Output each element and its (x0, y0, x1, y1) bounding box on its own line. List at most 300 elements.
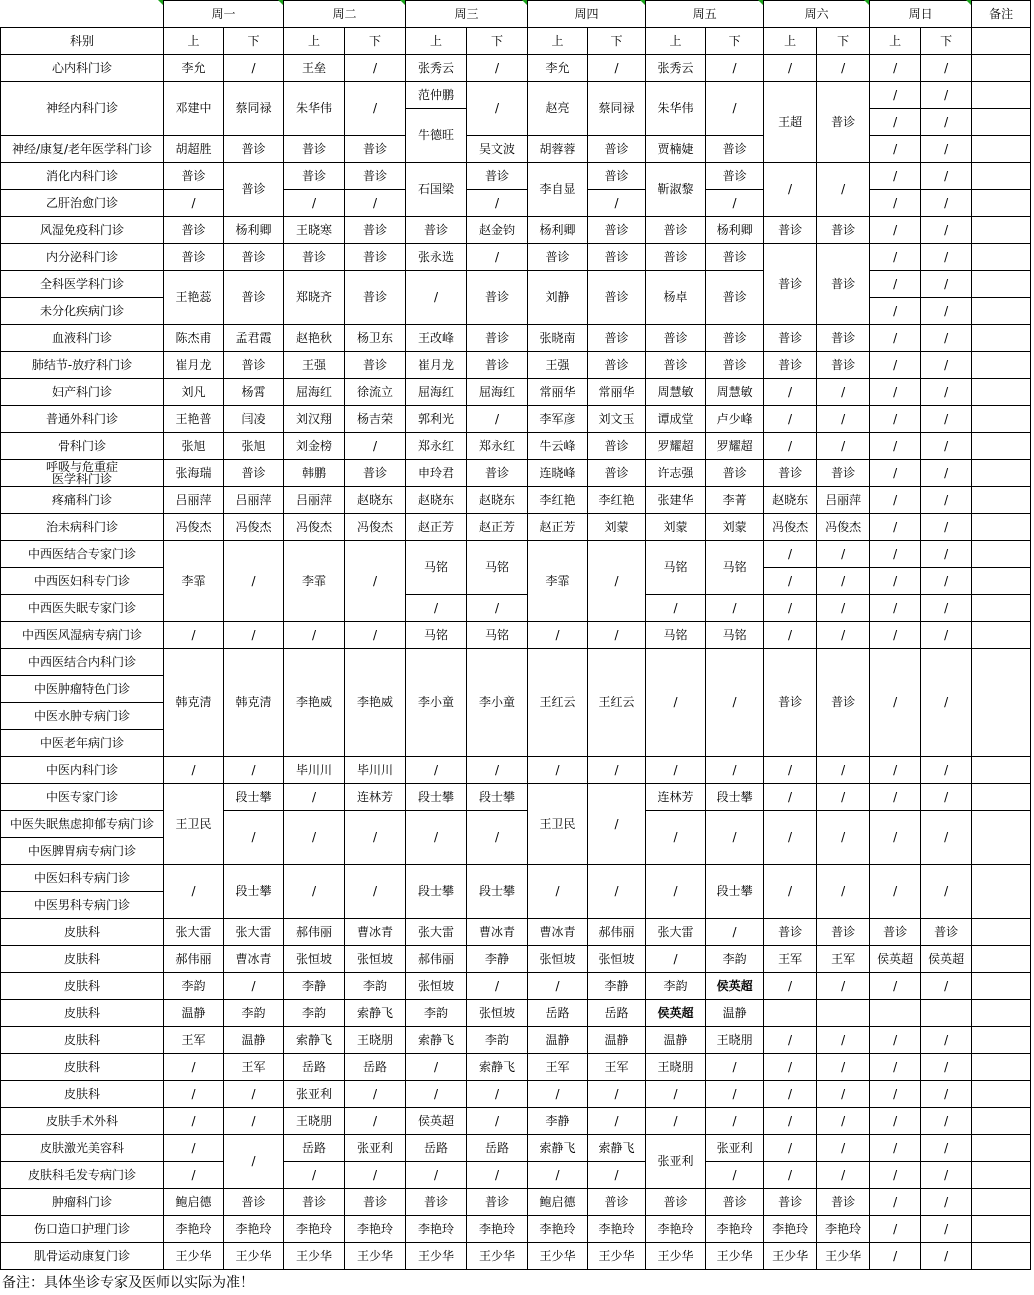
schedule-cell: 中医妇科专病门诊 (1, 865, 164, 892)
schedule-cell: 段士攀 (224, 784, 284, 811)
schedule-cell: 郝伟丽 (284, 919, 345, 946)
schedule-cell: 冯俊杰 (817, 514, 870, 541)
schedule-cell: / (284, 784, 345, 811)
schedule-cell: 刘文玉 (588, 406, 646, 433)
remark-header: 备注 (972, 1, 1031, 28)
schedule-cell: 皮肤科 (1, 973, 164, 1000)
schedule-cell: / (817, 379, 870, 406)
schedule-row (1, 973, 1031, 1000)
schedule-cell: / (870, 271, 921, 298)
schedule-cell: 普诊 (345, 217, 406, 244)
schedule-cell: 赵晓东 (467, 487, 528, 514)
schedule-cell: 普诊 (588, 460, 646, 487)
schedule-cell: 乙肝治愈门诊 (1, 190, 164, 217)
schedule-cell: 郝伟丽 (406, 946, 467, 973)
schedule-cell: 郑晓齐 (284, 271, 345, 325)
schedule-cell: / (817, 568, 870, 595)
schedule-cell: 李艳玲 (467, 1216, 528, 1243)
schedule-cell: 普诊 (706, 244, 764, 271)
schedule-cell: 张建华 (646, 487, 706, 514)
schedule-cell: 张亚利 (345, 1135, 406, 1162)
schedule-cell: 普诊 (588, 244, 646, 271)
schedule-cell: 普诊 (706, 136, 764, 163)
schedule-row (1, 55, 1031, 82)
schedule-cell: / (870, 1162, 921, 1189)
schedule-cell: / (706, 595, 764, 622)
schedule-row (1, 541, 1031, 568)
schedule-cell: 王少华 (646, 1243, 706, 1270)
schedule-cell: 普诊 (164, 163, 224, 190)
schedule-cell: 冯俊杰 (345, 514, 406, 541)
corner-cell (1, 1, 164, 28)
schedule-cell: 普诊 (224, 244, 284, 271)
schedule-cell: 段士攀 (706, 865, 764, 919)
schedule-cell: 王艳普 (164, 406, 224, 433)
day-header: 周日 (870, 1, 972, 28)
schedule-cell: 李红艳 (528, 487, 588, 514)
schedule-cell: 普诊 (764, 919, 817, 946)
schedule-cell: 谭成堂 (646, 406, 706, 433)
schedule-cell: 赵正芳 (406, 514, 467, 541)
footnote: 备注：具体坐诊专家及医师以实际为准！ (2, 1275, 254, 1291)
schedule-cell: 普诊 (588, 271, 646, 325)
schedule-cell: 马铭 (406, 541, 467, 595)
schedule-cell: 普诊 (345, 244, 406, 271)
schedule-cell: / (817, 1162, 870, 1189)
schedule-cell: / (764, 379, 817, 406)
schedule-row (1, 514, 1031, 541)
schedule-cell: / (164, 622, 224, 649)
schedule-cell: 王少华 (164, 1243, 224, 1270)
remark-cell (972, 28, 1031, 55)
schedule-cell: / (646, 811, 706, 865)
schedule-cell: 张恒坡 (406, 973, 467, 1000)
schedule-cell: / (764, 163, 817, 217)
schedule-cell: / (870, 460, 921, 487)
schedule-cell: / (764, 1054, 817, 1081)
schedule-cell: / (921, 109, 972, 136)
schedule-cell: 赵艳秋 (284, 325, 345, 352)
schedule-cell: / (706, 811, 764, 865)
pm-shift-header: 下 (588, 28, 646, 55)
schedule-cell: 王军 (528, 1054, 588, 1081)
pm-shift-header: 下 (467, 28, 528, 55)
schedule-cell: 中医失眠焦虑抑郁专病门诊 (1, 811, 164, 838)
schedule-cell: 吕丽萍 (817, 487, 870, 514)
schedule-cell: 普诊 (284, 1189, 345, 1216)
schedule-cell: 普诊 (224, 136, 284, 163)
schedule-row (1, 919, 1031, 946)
schedule-cell: 赵晓东 (345, 487, 406, 514)
schedule-cell: / (764, 757, 817, 784)
schedule-cell: 李艳玲 (706, 1216, 764, 1243)
schedule-cell: / (817, 757, 870, 784)
schedule-cell: 段士攀 (706, 784, 764, 811)
schedule-cell (972, 136, 1031, 163)
schedule-cell (870, 1000, 921, 1027)
schedule-cell: 普诊 (345, 1189, 406, 1216)
schedule-cell: 王少华 (467, 1243, 528, 1270)
schedule-cell: 张恒坡 (528, 946, 588, 973)
schedule-cell: / (870, 622, 921, 649)
day-header: 周三 (406, 1, 528, 28)
schedule-cell: 李菁 (706, 487, 764, 514)
schedule-cell: 侯英超 (706, 973, 764, 1000)
schedule-cell: 冯俊杰 (164, 514, 224, 541)
corner-mark (158, 0, 163, 5)
corner-mark (758, 0, 763, 5)
schedule-row (1, 1027, 1031, 1054)
schedule-cell: 张大雷 (224, 919, 284, 946)
pm-shift-header: 下 (817, 28, 870, 55)
schedule-cell: 未分化疾病门诊 (1, 298, 164, 325)
schedule-cell: 皮肤科 (1, 1027, 164, 1054)
schedule-cell: 普诊 (224, 1189, 284, 1216)
schedule-cell: / (817, 784, 870, 811)
schedule-cell: 皮肤科 (1, 946, 164, 973)
schedule-cell: 毕川川 (345, 757, 406, 784)
schedule-cell: / (921, 1162, 972, 1189)
schedule-cell: / (345, 1162, 406, 1189)
schedule-cell: 朱华伟 (646, 82, 706, 136)
schedule-cell: 普诊 (764, 1189, 817, 1216)
schedule-cell: / (588, 55, 646, 82)
schedule-cell: 岳路 (588, 1000, 646, 1027)
schedule-cell: / (467, 406, 528, 433)
schedule-cell: 普诊 (588, 1189, 646, 1216)
schedule-cell (972, 919, 1031, 946)
schedule-cell: / (921, 352, 972, 379)
schedule-cell: 皮肤手术外科 (1, 1108, 164, 1135)
schedule-cell: / (921, 217, 972, 244)
schedule-row (1, 1108, 1031, 1135)
schedule-cell: 内分泌科门诊 (1, 244, 164, 271)
schedule-cell: 索静飞 (284, 1027, 345, 1054)
schedule-cell: / (870, 811, 921, 865)
schedule-cell: 治未病科门诊 (1, 514, 164, 541)
schedule-cell: 张亚利 (646, 1135, 706, 1189)
schedule-cell: 石国梁 (406, 163, 467, 217)
schedule-cell: / (817, 622, 870, 649)
schedule-row (1, 1162, 1031, 1189)
schedule-cell: 曹冰青 (528, 919, 588, 946)
schedule-cell: / (467, 190, 528, 217)
schedule-cell: / (817, 973, 870, 1000)
schedule-cell: 牛云峰 (528, 433, 588, 460)
schedule-cell: 张旭 (224, 433, 284, 460)
schedule-cell: / (921, 55, 972, 82)
schedule-cell: 王少华 (406, 1243, 467, 1270)
schedule-cell: / (164, 757, 224, 784)
schedule-cell: / (764, 973, 817, 1000)
schedule-cell: / (224, 757, 284, 784)
schedule-cell: / (706, 757, 764, 784)
schedule-cell: / (921, 244, 972, 271)
schedule-cell: 李静 (467, 946, 528, 973)
schedule-cell: 吕丽萍 (284, 487, 345, 514)
schedule-cell (972, 325, 1031, 352)
schedule-cell (972, 1054, 1031, 1081)
schedule-cell: 李韵 (646, 973, 706, 1000)
schedule-cell: 侯英超 (646, 1000, 706, 1027)
schedule-cell: / (646, 649, 706, 757)
schedule-cell: 段士攀 (406, 865, 467, 919)
schedule-cell: 普诊 (706, 325, 764, 352)
schedule-cell: 普诊 (467, 352, 528, 379)
schedule-cell (972, 1108, 1031, 1135)
schedule-cell: / (467, 811, 528, 865)
schedule-cell (972, 244, 1031, 271)
schedule-cell: 吕丽萍 (224, 487, 284, 514)
schedule-cell: 张亚利 (706, 1135, 764, 1162)
schedule-row (1, 622, 1031, 649)
schedule-cell: 崔月龙 (406, 352, 467, 379)
schedule-cell: 刘蒙 (706, 514, 764, 541)
schedule-row (1, 595, 1031, 622)
schedule-cell: / (870, 541, 921, 568)
schedule-cell: 赵亮 (528, 82, 588, 136)
schedule-cell (972, 946, 1031, 973)
schedule-cell: 全科医学科门诊 (1, 271, 164, 298)
schedule-cell: 中医老年病门诊 (1, 730, 164, 757)
schedule-cell (972, 1027, 1031, 1054)
schedule-cell: 蔡同禄 (588, 82, 646, 136)
schedule-cell: 皮肤科毛发专病门诊 (1, 1162, 164, 1189)
schedule-cell: 岳路 (284, 1135, 345, 1162)
schedule-cell: / (764, 595, 817, 622)
schedule-cell: 王红云 (588, 649, 646, 757)
schedule-cell: 冯俊杰 (764, 514, 817, 541)
schedule-cell: / (467, 1081, 528, 1108)
schedule-cell: 朱华伟 (284, 82, 345, 136)
schedule-cell: 王军 (764, 946, 817, 973)
schedule-cell: 王艳蕊 (164, 271, 224, 325)
schedule-cell: 李艳玲 (764, 1216, 817, 1243)
schedule-cell: 赵正芳 (467, 514, 528, 541)
schedule-cell: / (817, 406, 870, 433)
schedule-cell: 李静 (528, 1108, 588, 1135)
schedule-cell: 刘蒙 (588, 514, 646, 541)
schedule-cell (972, 649, 1031, 757)
schedule-cell: / (406, 271, 467, 325)
schedule-cell: 索静飞 (345, 1000, 406, 1027)
schedule-cell: 普诊 (764, 217, 817, 244)
schedule-cell: 李艳威 (345, 649, 406, 757)
schedule-cell: / (467, 55, 528, 82)
schedule-cell: 普诊 (528, 244, 588, 271)
schedule-cell: 中西医妇科专门诊 (1, 568, 164, 595)
schedule-cell: 李艳玲 (284, 1216, 345, 1243)
schedule-cell: / (345, 190, 406, 217)
schedule-cell: 普诊 (817, 649, 870, 757)
schedule-cell: 普诊 (345, 136, 406, 163)
schedule-cell (972, 460, 1031, 487)
schedule-cell: 郭利光 (406, 406, 467, 433)
schedule-cell: / (870, 568, 921, 595)
schedule-cell: / (870, 325, 921, 352)
corner-mark (522, 0, 527, 5)
schedule-row (1, 406, 1031, 433)
schedule-cell: 刘静 (528, 271, 588, 325)
corner-mark (400, 0, 405, 5)
schedule-cell: / (817, 163, 870, 217)
schedule-cell: / (921, 568, 972, 595)
schedule-cell: / (817, 541, 870, 568)
schedule-cell: / (870, 757, 921, 784)
schedule-cell: / (764, 55, 817, 82)
schedule-cell: 李小童 (406, 649, 467, 757)
schedule-cell: 岳路 (345, 1054, 406, 1081)
schedule-cell: 中西医结合内科门诊 (1, 649, 164, 676)
schedule-cell: 中医水肿专病门诊 (1, 703, 164, 730)
schedule-cell: / (224, 622, 284, 649)
schedule-cell: 普诊 (467, 460, 528, 487)
schedule-cell: / (467, 1162, 528, 1189)
schedule-cell: 卢少峰 (706, 406, 764, 433)
schedule-cell: / (870, 190, 921, 217)
schedule-cell: 索静飞 (467, 1054, 528, 1081)
schedule-cell: 李韵 (706, 946, 764, 973)
schedule-cell: / (870, 136, 921, 163)
schedule-cell: 普通外科门诊 (1, 406, 164, 433)
schedule-cell: 段士攀 (224, 865, 284, 919)
schedule-cell: / (921, 649, 972, 757)
schedule-cell: 吕丽萍 (164, 487, 224, 514)
schedule-row (1, 163, 1031, 190)
schedule-cell: / (345, 433, 406, 460)
schedule-cell: 普诊 (646, 352, 706, 379)
schedule-cell: 孟君霞 (224, 325, 284, 352)
schedule-cell: 普诊 (817, 1189, 870, 1216)
schedule-cell: 李静 (588, 973, 646, 1000)
schedule-cell: 曹冰青 (345, 919, 406, 946)
schedule-cell (972, 784, 1031, 811)
schedule-cell: 马铭 (467, 622, 528, 649)
schedule-cell: 中医肿瘤特色门诊 (1, 676, 164, 703)
schedule-cell: 刘汉翔 (284, 406, 345, 433)
schedule-cell: 李艳玲 (164, 1216, 224, 1243)
schedule-cell: 肿瘤科门诊 (1, 1189, 164, 1216)
schedule-cell: 中西医结合专家门诊 (1, 541, 164, 568)
schedule-cell: 普诊 (817, 919, 870, 946)
schedule-cell: / (284, 1162, 345, 1189)
schedule-cell: / (921, 271, 972, 298)
schedule-cell: 王垒 (284, 55, 345, 82)
schedule-cell: 刘金榜 (284, 433, 345, 460)
am-shift-header: 上 (406, 28, 467, 55)
schedule-cell: 李艳玲 (345, 1216, 406, 1243)
day-header: 周五 (646, 1, 764, 28)
schedule-cell: / (345, 811, 406, 865)
schedule-cell: 王少华 (345, 1243, 406, 1270)
schedule-cell (972, 1135, 1031, 1162)
schedule-cell: 普诊 (588, 433, 646, 460)
schedule-cell: 屈海红 (467, 379, 528, 406)
schedule-cell: 张秀云 (406, 55, 467, 82)
schedule-row (1, 1054, 1031, 1081)
schedule-row (1, 1081, 1031, 1108)
schedule-cell: 李允 (164, 55, 224, 82)
schedule-cell: 普诊 (224, 460, 284, 487)
schedule-cell: 王卫民 (528, 784, 588, 865)
schedule-cell: 普诊 (870, 919, 921, 946)
schedule-cell: 王晓朋 (706, 1027, 764, 1054)
schedule-cell (972, 163, 1031, 190)
schedule-cell: 李小童 (467, 649, 528, 757)
schedule-cell (972, 514, 1031, 541)
schedule-row (1, 325, 1031, 352)
schedule-cell: / (528, 622, 588, 649)
schedule-row (1, 217, 1031, 244)
schedule-cell: / (284, 190, 345, 217)
day-header: 周四 (528, 1, 646, 28)
schedule-cell: 皮肤科 (1, 1054, 164, 1081)
schedule-row (1, 649, 1031, 676)
schedule-row (1, 190, 1031, 217)
schedule-cell: / (764, 1081, 817, 1108)
schedule-cell: 李艳玲 (646, 1216, 706, 1243)
schedule-cell: 杨卓 (646, 271, 706, 325)
schedule-cell: / (921, 190, 972, 217)
schedule-cell: 王红云 (528, 649, 588, 757)
schedule-cell: 王少华 (706, 1243, 764, 1270)
schedule-cell (972, 811, 1031, 865)
corner-mark (966, 0, 971, 5)
schedule-cell: 韩克清 (164, 649, 224, 757)
schedule-cell: / (706, 82, 764, 136)
schedule-cell: 李韵 (406, 1000, 467, 1027)
schedule-cell: 李静 (284, 973, 345, 1000)
schedule-cell: 普诊 (406, 1189, 467, 1216)
schedule-cell: / (284, 865, 345, 919)
schedule-cell: / (467, 595, 528, 622)
schedule-cell: 靳淑黎 (646, 163, 706, 217)
schedule-cell (972, 757, 1031, 784)
schedule-cell: / (528, 865, 588, 919)
schedule-cell: / (921, 433, 972, 460)
schedule-cell: / (588, 541, 646, 622)
schedule-cell: 皮肤科 (1, 1000, 164, 1027)
schedule-cell: 张大雷 (164, 919, 224, 946)
schedule-cell: / (764, 1027, 817, 1054)
schedule-cell: 邓建中 (164, 82, 224, 136)
schedule-cell: 韩克清 (224, 649, 284, 757)
schedule-cell: / (764, 1162, 817, 1189)
schedule-cell: / (921, 1027, 972, 1054)
schedule-cell: 温静 (646, 1027, 706, 1054)
schedule-cell: / (921, 1243, 972, 1270)
schedule-cell: 普诊 (764, 352, 817, 379)
schedule-cell: 岳路 (406, 1135, 467, 1162)
schedule-cell: / (870, 298, 921, 325)
schedule-cell: 牛德旺 (406, 109, 467, 163)
schedule-cell: 普诊 (284, 136, 345, 163)
schedule-cell: / (706, 1108, 764, 1135)
schedule-cell: 普诊 (467, 163, 528, 190)
schedule-cell: 吴文波 (467, 136, 528, 163)
schedule-cell: / (921, 541, 972, 568)
pm-shift-header: 下 (345, 28, 406, 55)
schedule-cell: 蔡同禄 (224, 82, 284, 136)
schedule-cell: 索静飞 (528, 1135, 588, 1162)
schedule-cell: 普诊 (764, 244, 817, 325)
am-shift-header: 上 (646, 28, 706, 55)
schedule-cell: / (921, 865, 972, 919)
schedule-cell: / (870, 1135, 921, 1162)
schedule-cell: 中西医风湿病专病门诊 (1, 622, 164, 649)
schedule-cell: / (870, 865, 921, 919)
am-shift-header: 上 (870, 28, 921, 55)
